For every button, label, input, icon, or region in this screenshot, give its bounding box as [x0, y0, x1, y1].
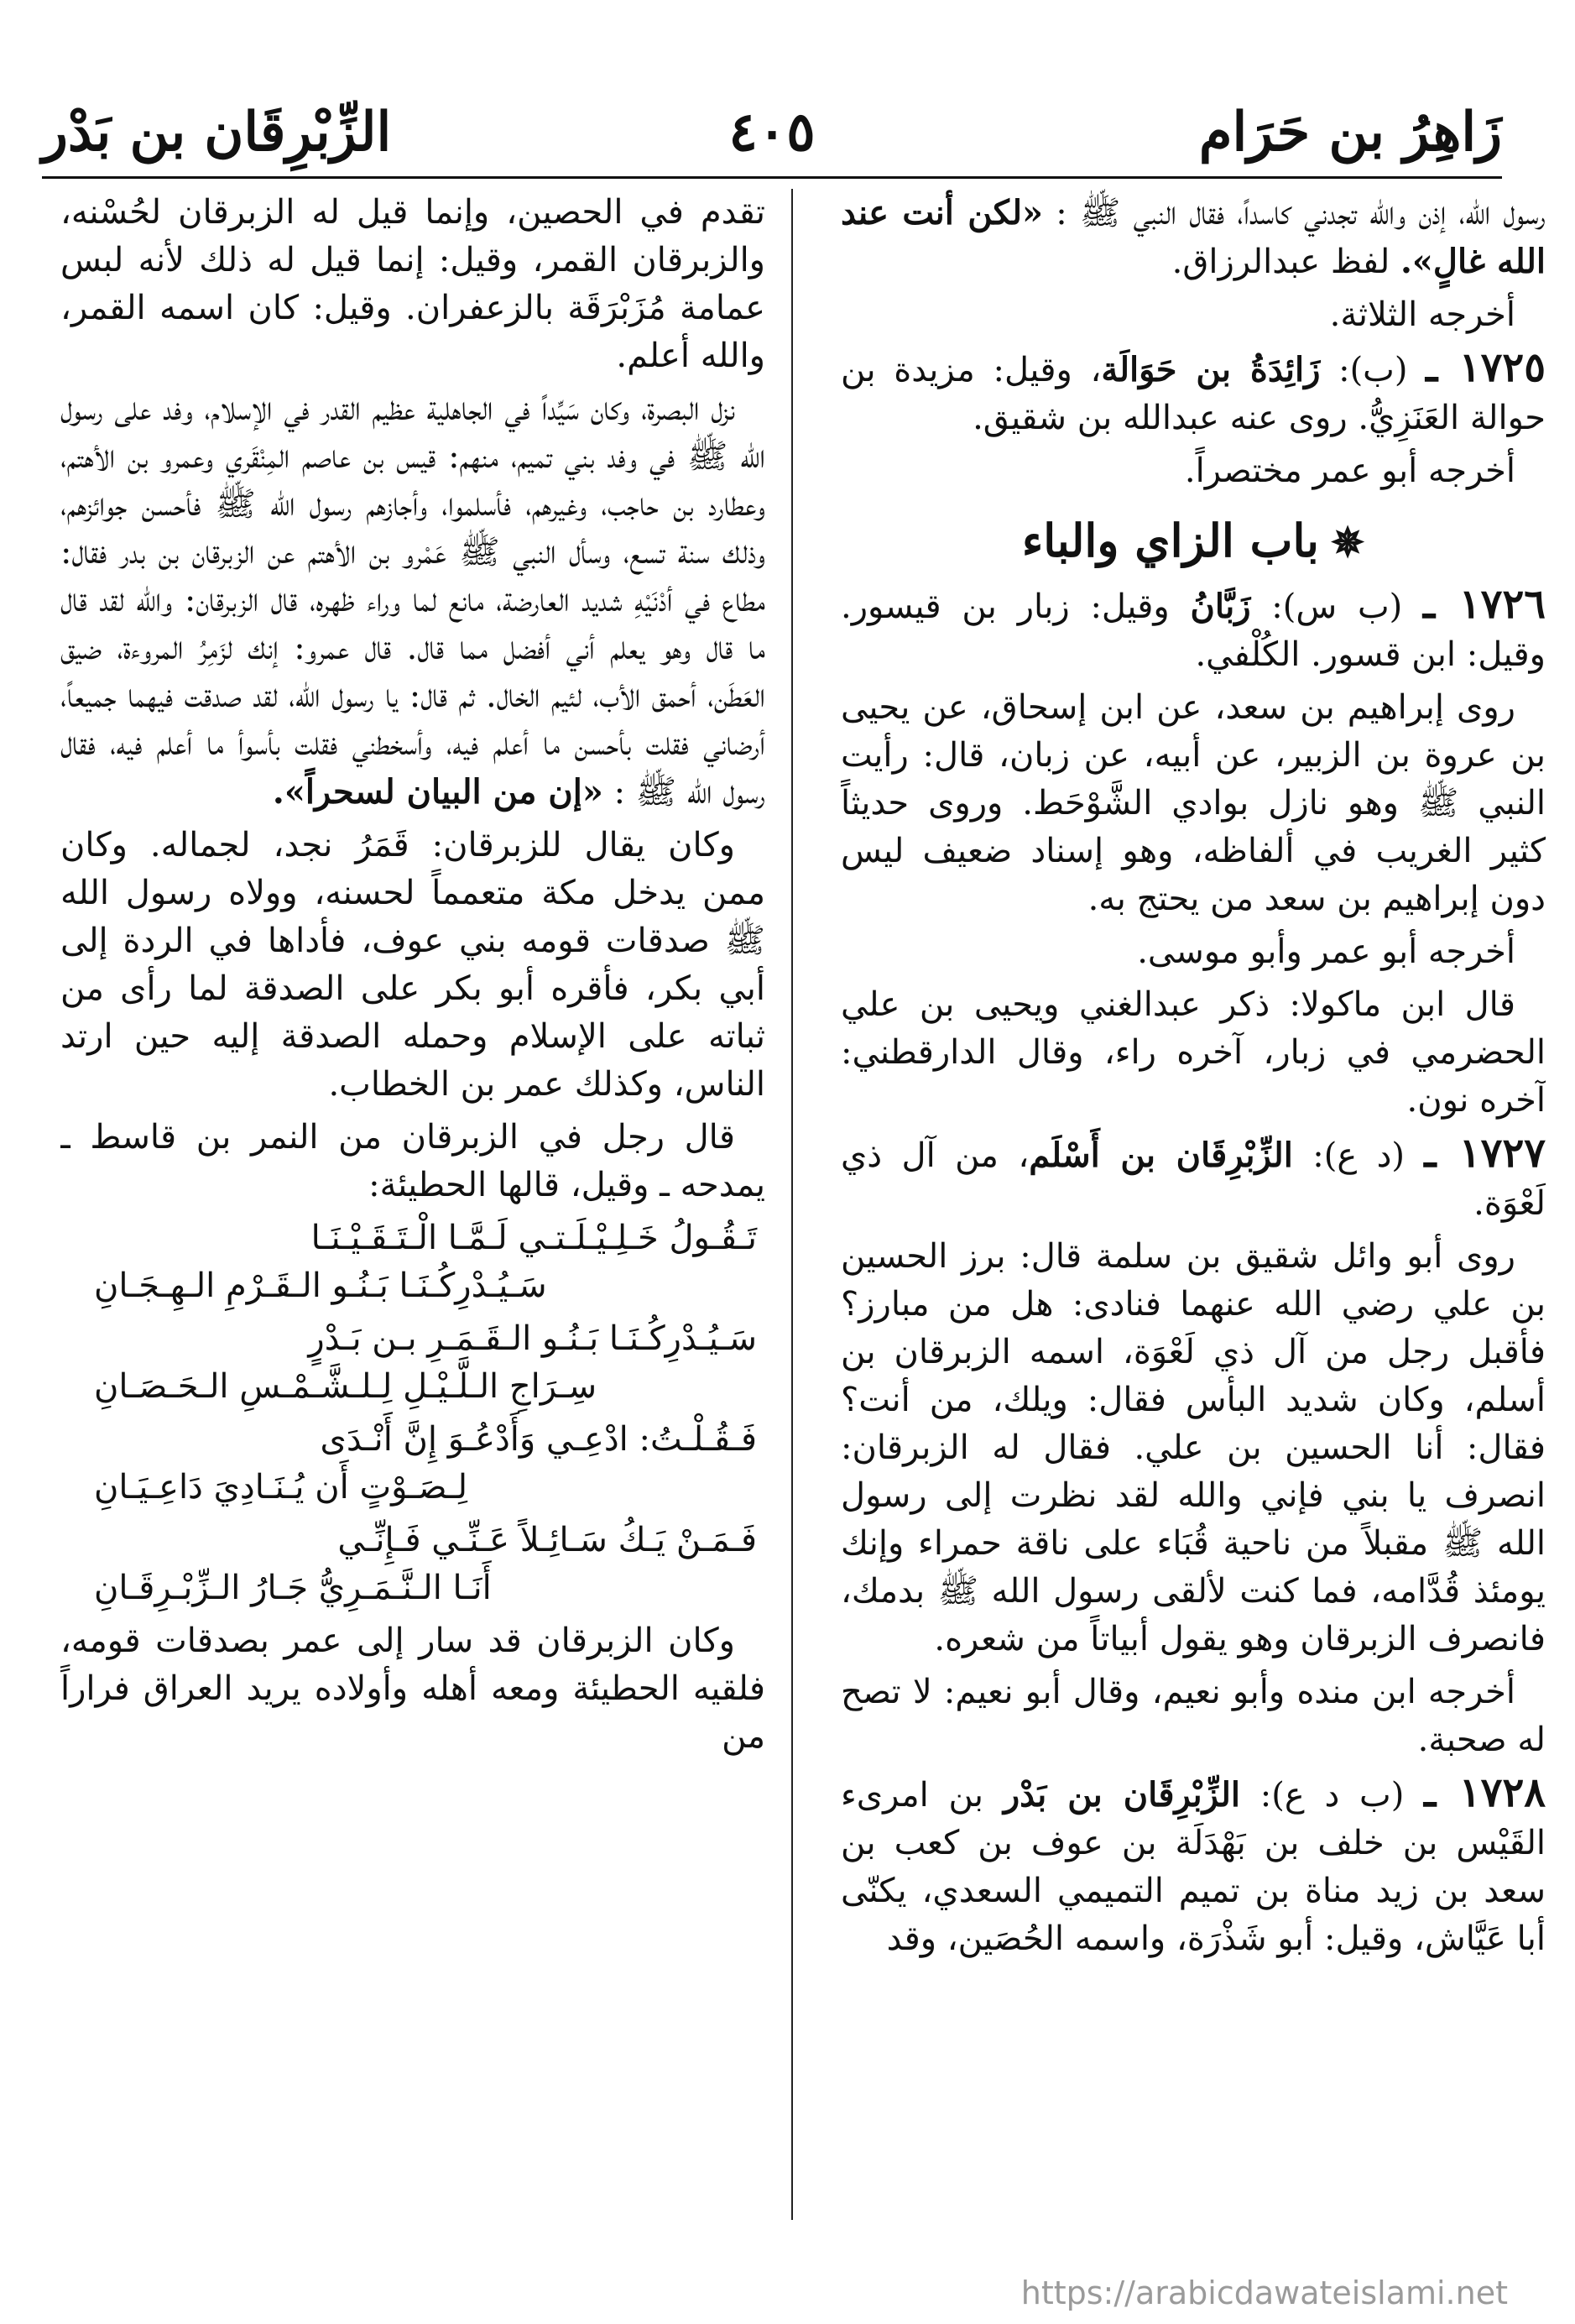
left-column: [60, 189, 765, 2220]
poem-verse: [60, 1214, 765, 1310]
entry-text: بن امرىء القَيْس بن خلف بن بَهْدَلَة بن عوف بن كعب بن سعد بن زيد مناة بن تميم التميمي السعدي، يكنّى أبا عَيَّاش، وقيل: أبو شَذْرَة، واسمه الحُصَين، وقد: [841, 1776, 1546, 1958]
entry-code: (ب د ع):: [1240, 1776, 1425, 1815]
entry-number: ١٧٢٧ ـ: [1424, 1130, 1546, 1177]
paragraph: وكان الزبرقان قد سار إلى عمر بصدقات قومه، فلقيه الحطيئة ومعه أهله وأولاده يريد العراق فراراً من: [60, 1622, 765, 1756]
poem-verse: [60, 1416, 765, 1512]
page-header: [42, 84, 1502, 179]
verse-second-hemistich: أَنَـا الـنَّـمَـرِيُّ جَـارُ الـزِّبْـرِقَـانِ: [94, 1569, 492, 1607]
entry-code: (ب):: [1320, 351, 1426, 389]
entry-1727: [841, 1130, 1546, 1228]
entry-name: الزِّبْرِقَان بن أَسْلَم: [1029, 1136, 1293, 1175]
page-number: ٤٠٥: [728, 101, 816, 164]
entry-text: ، من آل ذي لَعْوَة.: [841, 1136, 1546, 1223]
entry-1726: [841, 581, 1546, 679]
entry-name: زَبَّانُ: [1190, 587, 1251, 626]
verse-second-hemistich: سَـيُـدْرِكُـنَـا بَـنُـو الـقَـرْمِ الـهِـجَـانِ: [94, 1266, 547, 1305]
entry-code: (د ع):: [1292, 1136, 1425, 1175]
paragraph: أخرجه الثلاثة.: [1329, 295, 1515, 334]
paragraph: روى إبراهيم بن سعد، عن ابن إسحاق، عن يحيى بن عروة بن الزبير، عن أبيه، عن زبان، قال: رأيت النبي ﷺ وهو نازل بوادي الشَّوْحَط. وروى حديثاً كثير الغريب في ألفاظه، وهو إسناد ضعيف ليس دون إبراهيم بن سعد من يحتج به.: [841, 688, 1546, 918]
hadith-quote: «لكن أنت عند الله غالٍ».: [841, 193, 1546, 281]
verse-first-hemistich: تَـقُـولُ خَـلِـيْـلَـتـي لَـمَّـا الْـتَـقَـيْـنَـا: [310, 1219, 757, 1257]
verse-first-hemistich: فَـقُـلْـتُ: ادْعِـي وَأَدْعُـوَ إِنَّ أَنْـدَى: [320, 1420, 757, 1459]
paragraph: قال رجل في الزبرقان من النمر بن قاسط ـ يمدحه ـ وقيل، قالها الحطيئة:: [60, 1118, 765, 1204]
verse-first-hemistich: فَـمَـنْ يَـكُ سَـائِـلاً عَـنِّـي فَـإِنِّـي: [337, 1521, 757, 1559]
watermark-url: https://arabicdawateislami.net: [1020, 2274, 1508, 2311]
column-divider: [791, 189, 793, 2220]
paragraph-text: نزل البصرة، وكان سَيِّداً في الجاهلية عظيم القدر في الإسلام، وفد على رسول الله ﷺ في وفد بني تميم، منهم: قيس بن عاصم المِنْقَري وعمرو بن الأهتم، وعطارد بن حاجب، وغيرهم، فأسلموا، وأجازهم رسول الله ﷺ فأحسن جوائزهم، وذلك سنة تسع، وسأل النبي ﷺ عَمْرو بن الأهتم عن الزبرقان بن بدر فقال: مطاع في أدْنَيْهِ شديد العارضة، مانع لما وراء ظهره، قال الزبرقان: والله لقد قال ما قال وهو يعلم أني أفضل مما قال. قال عمرو: إنك لزَمِرُ المروءة، ضيق العَطَن، أحمق الأب، لئيم الخال. ثم قال: يا رسول الله، لقد صدقت فيهما جميعاً، أرضاني فقلت بأحسن ما أعلم فيه، وأسخطني فقلت بأسوأ ما أعلم فيه، فقال رسول الله ﷺ :: [60, 389, 765, 812]
entry-number: ١٧٢٦ ـ: [1423, 581, 1546, 628]
paragraph: وكان يقال للزبرقان: قَمَرُ نجد، لجماله. وكان ممن يدخل مكة متعمماً لحسنه، وولاه رسول الله ﷺ صدقات قومه بني عوف، فأداها في الردة إلى أبي بكر، فأقره أبو بكر على الصدقة لما رأى من ثباته على الإسلام وحمله الصدقة إليه حين ارتد الناس، وكذلك عمر بن الخطاب.: [60, 826, 765, 1104]
verse-second-hemistich: سِـرَاجِ الـلَّـيْـلِ لِـلـشَّـمْـسِ الـحَـصَـانِ: [94, 1367, 597, 1406]
entry-text: وقيل: زبار بن قيسور. وقيل: ابن قسور. الكُلْفي.: [841, 588, 1546, 674]
running-title-left: الزِّبْرِقَان بن بَدْر: [42, 101, 392, 164]
verse-second-hemistich: لِـصَـوْتٍ أَن يُـنَـادِيَ دَاعِـيَـانِ: [94, 1468, 468, 1507]
right-column: [841, 189, 1546, 2220]
entry-text: ، وقيل: مزيدة بن حوالة العَنَزِيُّ. روى عنه عبدالله بن شقيق.: [841, 351, 1546, 437]
poem-verse: [60, 1315, 765, 1411]
paragraph: قال ابن ماكولا: ذكر عبدالغني ويحيى بن علي الحضرمي في زبار، آخره راء، وقال الدارقطني: آخره نون.: [841, 985, 1546, 1120]
entry-1728: [841, 1769, 1546, 1963]
paragraph: [60, 385, 765, 817]
section-heading: [841, 514, 1546, 567]
entry-name: زَائِدَةُ بن حَوَالَة: [1101, 350, 1321, 389]
section-title: باب الزاي والباء: [1021, 514, 1319, 567]
paragraph: أخرجه أبو عمر مختصراً.: [1184, 452, 1515, 490]
poem-verse: [60, 1517, 765, 1612]
paragraph-text: لفظ عبدالرزاق.: [1171, 243, 1400, 281]
entry-number: ١٧٢٥ ـ: [1426, 344, 1546, 391]
paragraph: [841, 189, 1546, 286]
running-title-right: زَاهِرُ بن حَرَام: [1198, 101, 1502, 164]
entry-number: ١٧٢٨ ـ: [1424, 1769, 1546, 1816]
paragraph-text: رسول الله، إذن والله تجدني كاسداً، فقال النبي ﷺ :: [1056, 194, 1546, 232]
paragraph: أخرجه ابن منده وأبو نعيم، وقال أبو نعيم: لا تصح له صحبة.: [841, 1673, 1546, 1759]
entry-code: (ب س):: [1250, 588, 1424, 626]
paragraph: تقدم في الحصين، وإنما قيل له الزبرقان لحُسْنه، والزبرقان القمر، وقيل: إنما قيل له ذلك لأنه لبس عمامة مُزَبْرَقَة بالزعفران. وقيل: كان اسمه القمر، والله أعلم.: [60, 193, 765, 375]
hadith-quote: «إن من البيان لسحراً».: [272, 772, 603, 812]
star-ornament-icon: ✵: [1330, 520, 1365, 567]
paragraph: روى أبو وائل شقيق بن سلمة قال: برز الحسين بن علي رضي الله عنهما فنادى: هل من مبارز؟ فأقبل رجل من آل ذي لَعْوَة، اسمه الزبرقان بن أسلم، وكان شديد البأس فقال: ويلك، من أنت؟ فقال: أنا الحسين بن علي. فقال له الزبرقان: انصرف يا بني فإني والله لقد نظرت إلى رسول الله ﷺ مقبلاً من ناحية قُبَاء على ناقة حمراء وإنك يومئذ قُدَّامه، فما كنت لألقى رسول الله ﷺ بدمك، فانصرف الزبرقان وهو يقول أبياتاً من شعره.: [841, 1237, 1546, 1658]
paragraph: أخرجه أبو عمر وأبو موسى.: [1137, 932, 1515, 971]
verse-first-hemistich: سَـيُـدْرِكُـنَـا بَـنُـو الـقَـمَـرِ بـن بَـدْرٍ: [308, 1319, 757, 1358]
entry-1725: [841, 344, 1546, 442]
entry-name: الزِّبْرِقَان بن بَدْر: [1003, 1775, 1241, 1815]
